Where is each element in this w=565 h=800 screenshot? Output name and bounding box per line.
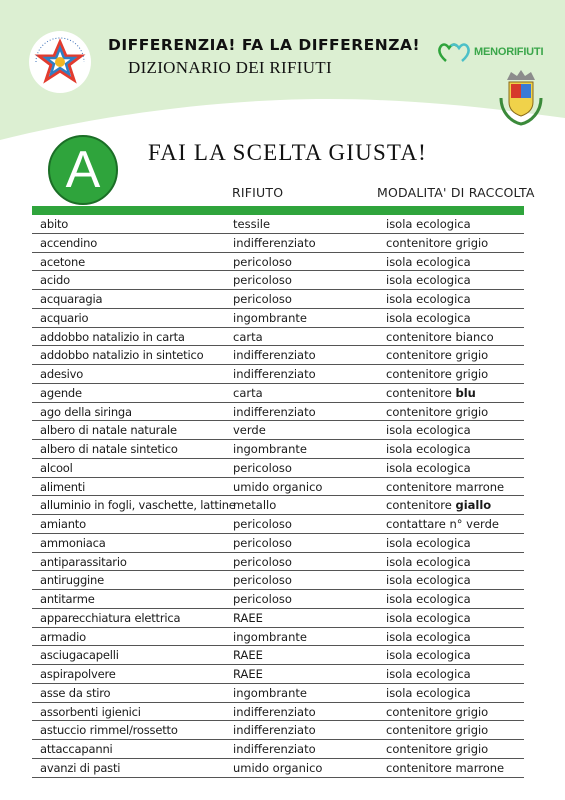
table-row <box>32 646 524 665</box>
collection-method: contenitore blu <box>386 385 476 400</box>
collection-method: isola ecologica <box>386 648 471 663</box>
collection-method: contenitore giallo <box>386 498 492 513</box>
collection-method: isola ecologica <box>386 629 471 644</box>
collection-method: isola ecologica <box>386 310 471 325</box>
table-row <box>32 553 524 572</box>
table-row <box>32 496 524 515</box>
item-name: acquaragia <box>40 292 103 306</box>
item-name: amianto <box>40 517 86 531</box>
waste-type: indifferenziato <box>233 723 316 738</box>
item-name: albero di natale sintetico <box>40 442 178 456</box>
item-name: antitarme <box>40 592 95 606</box>
header-subtitle: DIZIONARIO DEI RIFIUTI <box>128 58 332 77</box>
table-row <box>32 684 524 703</box>
item-name: agende <box>40 385 82 400</box>
item-name: alimenti <box>40 479 86 494</box>
waste-type: verde <box>233 423 266 438</box>
waste-type: pericoloso <box>233 535 292 550</box>
collection-method: contenitore marrone <box>386 760 505 775</box>
item-name: acetone <box>40 254 85 269</box>
collection-method: isola ecologica <box>386 217 471 231</box>
table-row <box>32 759 524 778</box>
table-row <box>32 290 524 309</box>
table-row <box>32 421 524 440</box>
waste-table <box>32 215 524 778</box>
item-name: armadio <box>40 629 86 644</box>
slogan: FAI LA SCELTA GIUSTA! <box>148 140 428 165</box>
item-name: addobbo natalizio in sintetico <box>40 348 204 363</box>
table-row <box>32 665 524 684</box>
item-name: antiparassitario <box>40 554 127 569</box>
waste-type: indifferenziato <box>233 348 316 363</box>
item-name: assorbenti igienici <box>40 704 141 719</box>
item-name: acido <box>40 273 70 288</box>
waste-type: indifferenziato <box>233 367 316 381</box>
waste-type: indifferenziato <box>233 235 316 250</box>
collection-method: contattare n° verde <box>386 517 499 531</box>
table-row <box>32 590 524 609</box>
item-name: antiruggine <box>40 573 105 588</box>
waste-type: indifferenziato <box>233 742 316 756</box>
collection-method: isola ecologica <box>386 254 471 269</box>
collection-method: isola ecologica <box>386 554 471 569</box>
collection-method: isola ecologica <box>386 685 471 700</box>
collection-method: contenitore marrone <box>386 479 505 494</box>
table-row <box>32 346 524 365</box>
item-name: acquario <box>40 310 89 325</box>
item-name: alcool <box>40 460 73 475</box>
waste-type: pericoloso <box>233 273 292 288</box>
collection-color: giallo <box>455 498 492 513</box>
table-row <box>32 384 524 403</box>
collection-method: contenitore grigio <box>386 704 489 719</box>
item-name: apparecchiatura elettrica <box>40 610 181 625</box>
municipal-crest <box>497 68 545 128</box>
waste-type: pericoloso <box>233 254 292 269</box>
waste-type: pericoloso <box>233 592 292 606</box>
table-row <box>32 740 524 759</box>
table-row <box>32 365 524 384</box>
table-row <box>32 215 524 234</box>
collection-method: isola ecologica <box>386 442 471 456</box>
waste-type: pericoloso <box>233 292 292 306</box>
collection-method: isola ecologica <box>386 292 471 306</box>
item-name: astuccio rimmel/rossetto <box>40 723 178 738</box>
item-name: addobbo natalizio in carta <box>40 329 185 344</box>
collection-method: contenitore grigio <box>386 723 489 738</box>
waste-type: umido organico <box>233 479 323 494</box>
table-row <box>32 459 524 478</box>
waste-type: ingombrante <box>233 629 307 644</box>
column-header-rifiuto: RIFIUTO <box>232 185 284 200</box>
table-row <box>32 703 524 722</box>
collection-method: isola ecologica <box>386 667 471 681</box>
collection-method: contenitore grigio <box>386 348 489 363</box>
table-row <box>32 478 524 497</box>
item-name: accendino <box>40 235 98 250</box>
collection-method: isola ecologica <box>386 535 471 550</box>
table-row <box>32 403 524 422</box>
collection-method: isola ecologica <box>386 460 471 475</box>
collection-method: isola ecologica <box>386 573 471 588</box>
menorifiuti-text: MENORIFIUTI <box>474 46 544 58</box>
table-row <box>32 515 524 534</box>
waste-type: indifferenziato <box>233 704 316 719</box>
item-name: asciugacapelli <box>40 648 119 663</box>
header-title: DIFFERENZIA! FA LA DIFFERENZA! <box>108 36 421 54</box>
collection-method: isola ecologica <box>386 592 471 606</box>
table-row <box>32 628 524 647</box>
item-name: abito <box>40 217 69 231</box>
table-top-bar <box>32 206 524 215</box>
table-row <box>32 440 524 459</box>
waste-type: pericoloso <box>233 460 292 475</box>
table-row <box>32 328 524 347</box>
table-row <box>32 534 524 553</box>
table-row <box>32 234 524 253</box>
collection-color: blu <box>455 385 476 400</box>
table-row <box>32 309 524 328</box>
waste-type: ingombrante <box>233 442 307 456</box>
collection-method: contenitore grigio <box>386 404 489 419</box>
table-row <box>32 609 524 628</box>
item-name: aspirapolvere <box>40 667 116 681</box>
collection-method: isola ecologica <box>386 273 471 288</box>
item-name: attaccapanni <box>40 742 113 756</box>
item-name: ammoniaca <box>40 535 106 550</box>
waste-type: metallo <box>233 498 277 513</box>
table-row <box>32 571 524 590</box>
collection-method: contenitore grigio <box>386 742 489 756</box>
table-row <box>32 721 524 740</box>
waste-type: RAEE <box>233 667 263 681</box>
waste-type: carta <box>233 329 263 344</box>
waste-type: pericoloso <box>233 573 292 588</box>
waste-type: RAEE <box>233 610 263 625</box>
hearts-icon <box>437 41 471 63</box>
item-name: alluminio in fogli, vaschette, lattine <box>40 498 236 513</box>
collection-method: isola ecologica <box>386 423 471 438</box>
waste-type: tessile <box>233 217 271 231</box>
item-name: albero di natale naturale <box>40 423 177 438</box>
section-letter-badge: A <box>48 135 118 205</box>
waste-type: carta <box>233 385 263 400</box>
waste-type: indifferenziato <box>233 404 316 419</box>
item-name: avanzi di pasti <box>40 760 121 775</box>
table-row <box>32 253 524 272</box>
item-name: adesivo <box>40 367 84 381</box>
menorifiuti-logo <box>437 40 543 64</box>
servizio-civile-logo <box>26 28 94 96</box>
waste-type: ingombrante <box>233 310 307 325</box>
table-row <box>32 271 524 290</box>
item-name: asse da stiro <box>40 685 111 700</box>
waste-type: RAEE <box>233 648 263 663</box>
collection-method: contenitore grigio <box>386 235 489 250</box>
collection-method: contenitore bianco <box>386 329 494 344</box>
collection-method: contenitore grigio <box>386 367 489 381</box>
waste-type: ingombrante <box>233 685 307 700</box>
collection-method: isola ecologica <box>386 610 471 625</box>
item-name: ago della siringa <box>40 404 132 419</box>
column-header-modalita: MODALITA' DI RACCOLTA <box>377 185 535 200</box>
waste-type: pericoloso <box>233 554 292 569</box>
waste-type: pericoloso <box>233 517 292 531</box>
waste-type: umido organico <box>233 760 323 775</box>
